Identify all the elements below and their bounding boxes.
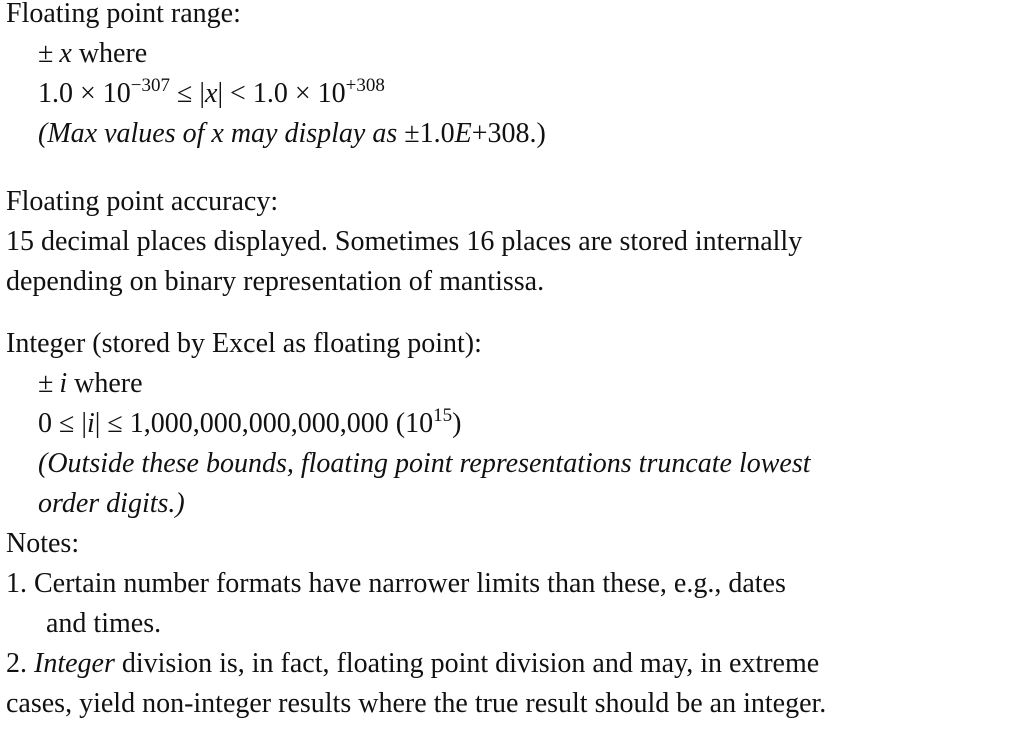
integer-bound-end: ) — [452, 408, 462, 439]
integer-bound-value: | ≤ 1,000,000,000,000,000 (10 — [94, 408, 434, 439]
range-variable-line — [38, 34, 147, 74]
accuracy-heading: Floating point accuracy: — [6, 186, 279, 217]
integer-heading: Integer (stored by Excel as floating point): — [6, 328, 482, 359]
range-bound-variable: x — [205, 78, 218, 109]
range-note-text: (Max values of x may display as — [38, 118, 405, 149]
range-bound-line — [38, 74, 385, 114]
integer-variable-line — [38, 364, 143, 404]
range-note-value: ±1.0 — [404, 118, 455, 149]
note-2-number: 2. — [6, 648, 34, 679]
integer-bound-exponent: 15 — [433, 405, 453, 426]
range-variable: x — [59, 38, 72, 69]
range-note-exponent-letter: E — [454, 118, 472, 149]
note-1-line-1: 1. Certain number formats have narrower limits than these, e.g., dates — [6, 568, 786, 599]
range-upper-base: | < 1.0 × 10 — [217, 78, 346, 109]
integer-bound-start: 0 ≤ | — [38, 408, 87, 439]
note-2-text: division is, in fact, floating point division and may, in extreme — [114, 648, 820, 679]
accuracy-line-1: 15 decimal places displayed. Sometimes 16 places are stored internally — [6, 226, 803, 257]
note-2-line-2: cases, yield non-integer results where the true result should be an integer. — [6, 688, 827, 719]
plus-minus-symbol: ± — [38, 38, 54, 69]
range-note-exponent: +308.) — [471, 118, 546, 149]
range-heading: Floating point range: — [6, 0, 241, 29]
integer-note-line-1: (Outside these bounds, floating point representations truncate lowest — [38, 448, 811, 479]
integer-variable: i — [59, 368, 68, 399]
note-2-line-1 — [6, 644, 819, 684]
integer-note-line-2: order digits.) — [38, 488, 185, 519]
range-bound-mid: ≤ | — [170, 78, 205, 109]
range-where: where — [71, 38, 148, 69]
notes-heading: Notes: — [6, 528, 80, 559]
integer-where: where — [67, 368, 143, 399]
range-note — [38, 114, 546, 154]
accuracy-line-2: depending on binary representation of mantissa. — [6, 266, 545, 297]
range-lower-exponent: −307 — [130, 75, 171, 96]
integer-bound-variable: i — [86, 408, 95, 439]
note-1-line-2: and times. — [46, 608, 162, 639]
range-upper-exponent: +308 — [345, 75, 385, 96]
range-lower-base: 1.0 × 10 — [38, 78, 131, 109]
note-2-italic-term: Integer — [34, 648, 115, 679]
plus-minus-symbol: ± — [38, 368, 54, 399]
integer-bound-line — [38, 404, 461, 444]
